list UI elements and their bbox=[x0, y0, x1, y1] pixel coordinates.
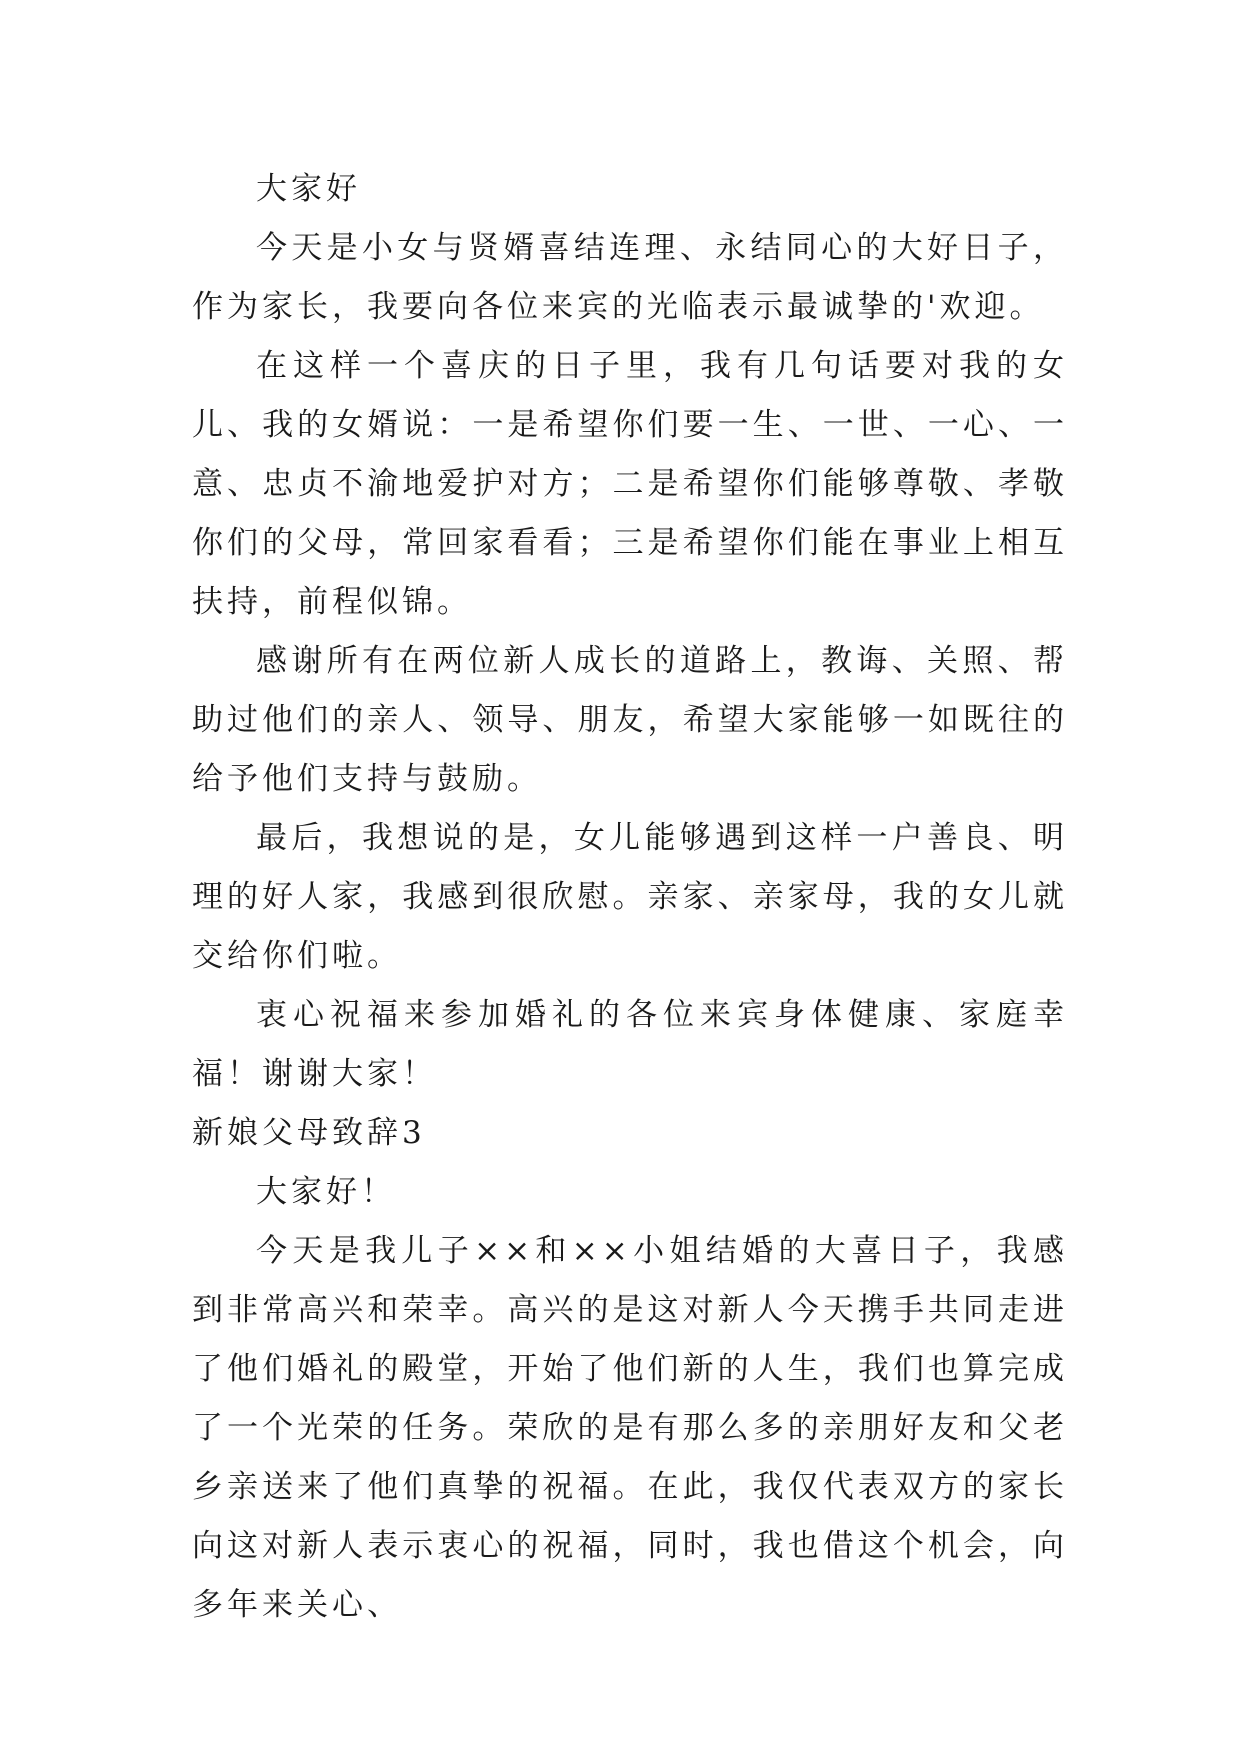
blessing-paragraph: 衷心祝福来参加婚礼的各位来宾身体健康、家庭幸福！谢谢大家！ bbox=[192, 997, 1068, 1092]
section-greeting-paragraph: 大家好！ bbox=[256, 1174, 396, 1210]
thanks-paragraph: 感谢所有在两位新人成长的道路上，教诲、关照、帮助过他们的亲人、领导、朋友，希望大家能够一如既往的给予他们支持与鼓励。 bbox=[192, 643, 1068, 797]
section-body-paragraph: 今天是我儿子××和××小姐结婚的大喜日子，我感到非常高兴和荣幸。高兴的是这对新人今天携手共同走进了他们婚礼的殿堂，开始了他们新的人生，我们也算完成了一个光荣的任务。荣欣的是有那么多的亲朋好友和父老乡亲送来了他们真挚的祝福。在此，我仅代表双方的家长向这对新人表示衷心的祝福，同时，我也借这个机会，向多年来关心、 bbox=[192, 1233, 1068, 1623]
welcome-paragraph: 今天是小女与贤婿喜结连理、永结同心的大好日子，作为家长，我要向各位来宾的光临表示最诚挚的'欢迎。 bbox=[192, 230, 1068, 325]
document-body bbox=[192, 160, 1068, 1635]
wishes-paragraph: 在这样一个喜庆的日子里，我有几句话要对我的女儿、我的女婿说：一是希望你们要一生、一世、一心、一意、忠贞不渝地爱护对方；二是希望你们能够尊敬、孝敬你们的父母，常回家看看；三是希望你们能在事业上相互扶持，前程似锦。 bbox=[192, 348, 1068, 620]
greeting-paragraph: 大家好 bbox=[256, 171, 361, 207]
closing-paragraph: 最后，我想说的是，女儿能够遇到这样一户善良、明理的好人家，我感到很欣慰。亲家、亲家母，我的女儿就交给你们啦。 bbox=[192, 820, 1068, 974]
section-title: 新娘父母致辞3 bbox=[192, 1115, 426, 1151]
